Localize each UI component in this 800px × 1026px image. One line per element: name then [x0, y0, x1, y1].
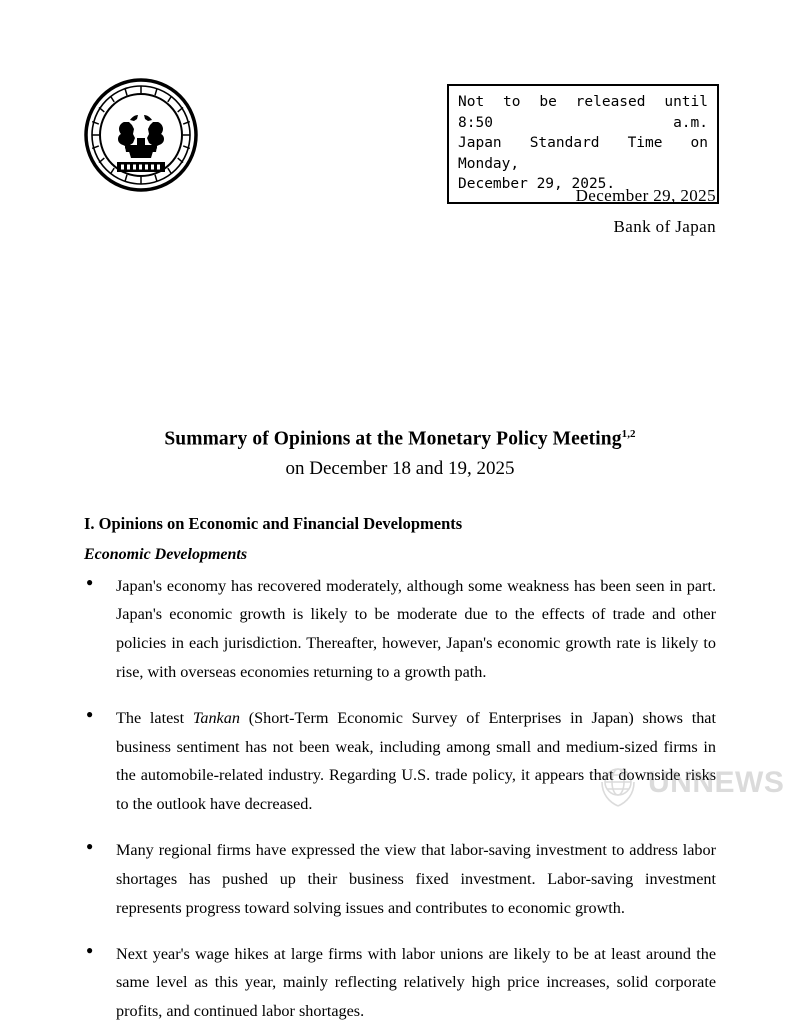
watermark-text: UNNEWS [648, 766, 784, 800]
opinion-bullet [84, 940, 716, 1026]
bullet-emphasis: Tankan [193, 709, 240, 727]
bullet-text: The latest [116, 709, 193, 727]
document-header [0, 0, 800, 180]
bullet-text: Many regional firms have expressed the view that labor-saving investment to address labor shortages has pushed up their business fixed investment. Labor-saving investment represents progress toward solving issues and contributes to economic growth. [116, 841, 716, 917]
bank-of-japan-seal-icon [84, 78, 198, 192]
embargo-line-1: Not to be released until 8:50 a.m. [458, 92, 708, 133]
page-title [0, 428, 800, 451]
bullet-text: (Short-Term Economic Survey of Enterprises in Japan) shows that business sentiment has not been weak, including among small and medium-sized firms in the automobile-related industry. Regarding U.S. trade policy, it appears that downside risks to the outlook have decreased. [116, 709, 716, 813]
section-heading: I. Opinions on Economic and Financial Developments [84, 514, 716, 534]
opinions-bullet-list [84, 572, 716, 1026]
page-title-text: Summary of Opinions at the Monetary Policy Meeting [164, 429, 621, 450]
document-issuer: Bank of Japan [576, 211, 716, 242]
date-issuer-block [576, 180, 716, 243]
opinion-bullet [84, 836, 716, 922]
embargo-line-2: Japan Standard Time on Monday, [458, 133, 708, 174]
opinion-bullet [84, 704, 716, 819]
bullet-text: Japan's economy has recovered moderately, although some weakness has been seen in part. Japan's economic growth is likely to be moderate due to the effects of trade and other policies in each jurisdiction. Thereafter, however, Japan's economic growth rate is likely to rise, with overseas economies returning to a growth path. [116, 577, 716, 681]
document-title-block [0, 428, 800, 480]
document-body [84, 480, 716, 1026]
subsection-heading: Economic Developments [84, 546, 716, 564]
title-footnote-marker: 1,2 [622, 428, 636, 440]
bullet-text: Next year's wage hikes at large firms with labor unions are likely to be at least around the same level as this year, mainly reflecting relatively high price increases, solid corporate profits, and continued labor shortages. [116, 945, 716, 1021]
opinion-bullet [84, 572, 716, 687]
document-date: December 29, 2025 [576, 180, 716, 211]
page-subtitle: on December 18 and 19, 2025 [0, 458, 800, 480]
embargo-line-3: December 29, 2025. [458, 174, 708, 195]
